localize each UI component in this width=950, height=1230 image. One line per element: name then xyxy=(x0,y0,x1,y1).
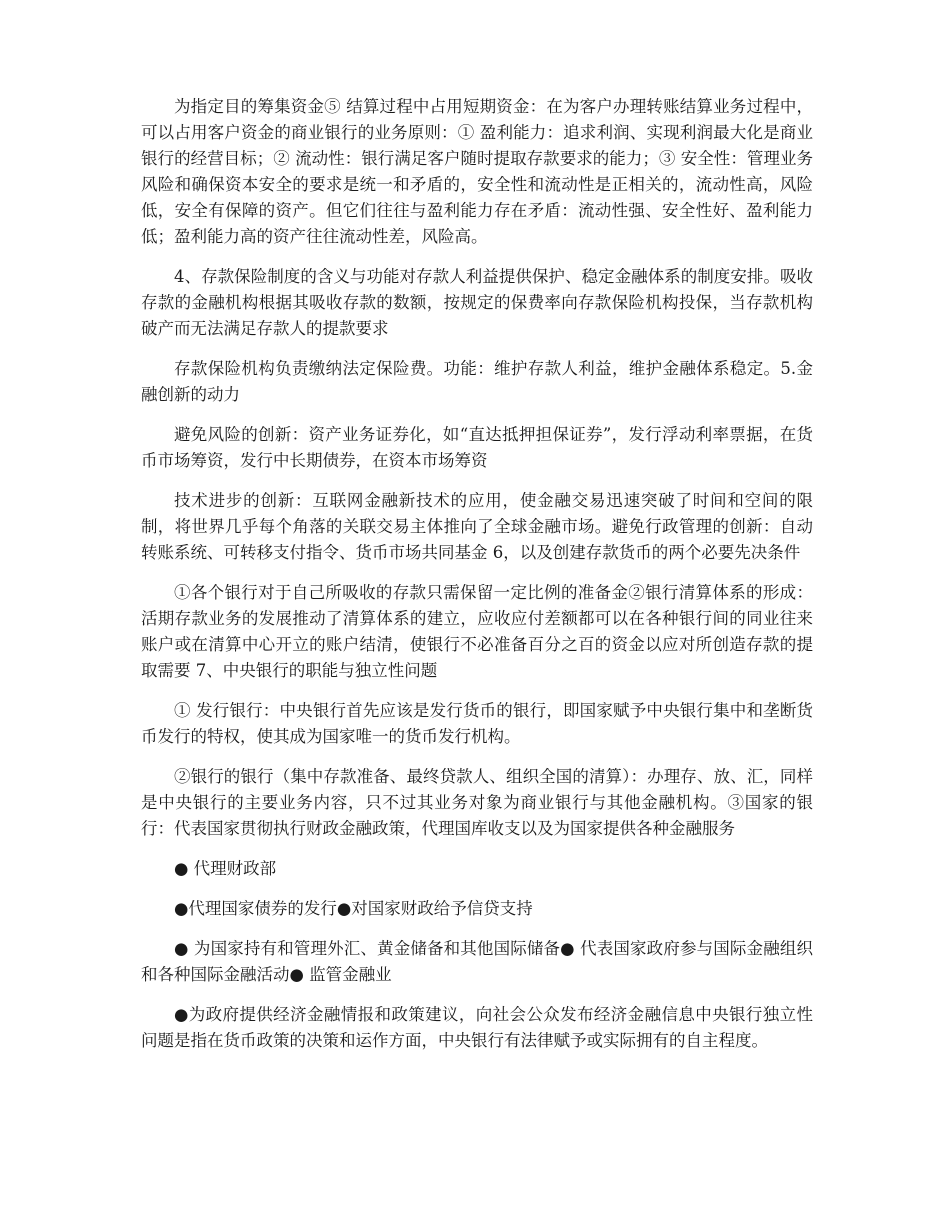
paragraph-bank-of-banks: ②银行的银行（集中存款准备、最终贷款人、组织全国的清算）：办理存、放、汇，同样是中央银行的主要业务内容，只不过其业务对象为商业银行与其他金融机构。③国家的银行：代表国家贯彻执行财政金融政策，代理国库收支以及为国家提供各种金融服务 xyxy=(141,767,813,838)
bullet-item: ● 代理财政部 xyxy=(174,859,277,878)
paragraph-issuing-bank: ① 发行银行：中央银行首先应该是发行货币的银行，即国家赋予中央银行集中和垄断货币发行的特权，使其成为国家唯一的货币发行机构。 xyxy=(141,701,813,746)
paragraph-technology-innovation: 技术进步的创新：互联网金融新技术的应用，使金融交易迅速突破了时间和空间的限制，将世界几乎每个角落的关联交易主体推向了全球金融市场。避免行政管理的创新：自动转账系统、可转移支付指令、货币市场共同基金 6，以及创建存款货币的两个必要先决条件 xyxy=(141,491,813,562)
paragraph-risk-avoidance-innovation: 避免风险的创新：资产业务证券化，如“直达抵押担保证券”，发行浮动利率票据，在货币市场筹资，发行中长期债券，在资本市场筹资 xyxy=(141,425,813,470)
bullet-item: ● 为国家持有和管理外汇、黄金储备和其他国际储备● 代表国家政府参与国际金融组织和各种国际金融活动● 监管金融业 xyxy=(141,939,813,984)
bullet-item: ●为政府提供经济金融情报和政策建议，向社会公众发布经济金融信息中央银行独立性问题是指在货币政策的决策和运作方面，中央银行有法律赋予或实际拥有的自主程度。 xyxy=(141,1005,813,1050)
paragraph-deposit-creation-conditions: ①各个银行对于自己所吸收的存款只需保留一定比例的准备金②银行清算体系的形成：活期存款业务的发展推动了清算体系的建立，应收应付差额都可以在各种银行间的同业往来账户或在清算中心开立的账户结清，使银行不必准备百分之百的资金以应对所创造存款的提取需要 7、中央银行的职能与独立性问题 xyxy=(141,583,813,680)
paragraph-insurance-function: 存款保险机构负责缴纳法定保险费。功能：维护存款人利益，维护金融体系稳定。5.金融创新的动力 xyxy=(141,359,813,404)
paragraph-banking-principles: 为指定目的筹集资金⑤ 结算过程中占用短期资金：在为客户办理转账结算业务过程中，可以占用客户资金的商业银行的业务原则：① 盈利能力：追求利润、实现利润最大化是商业银行的经营目标；② 流动性：银行满足客户随时提取存款要求的能力；③ 安全性：管理业务风险和确保资本安全的要求是统一和矛盾的，安全性和流动性是正相关的，流动性高，风险低，安全有保障的资产。但它们往往与盈利能力存在矛盾：流动性强、安全性好、盈利能力低；盈利能力高的资产往往流动性差，风险高。 xyxy=(141,97,813,246)
paragraph-deposit-insurance: 4、存款保险制度的含义与功能对存款人利益提供保护、稳定金融体系的制度安排。吸收存款的金融机构根据其吸收存款的数额，按规定的保费率向存款保险机构投保，当存款机构破产而无法满足存款人的提款要求 xyxy=(141,267,813,338)
bullet-item: ●代理国家债券的发行●对国家财政给予信贷支持 xyxy=(174,899,533,918)
document-page xyxy=(141,94,813,1068)
